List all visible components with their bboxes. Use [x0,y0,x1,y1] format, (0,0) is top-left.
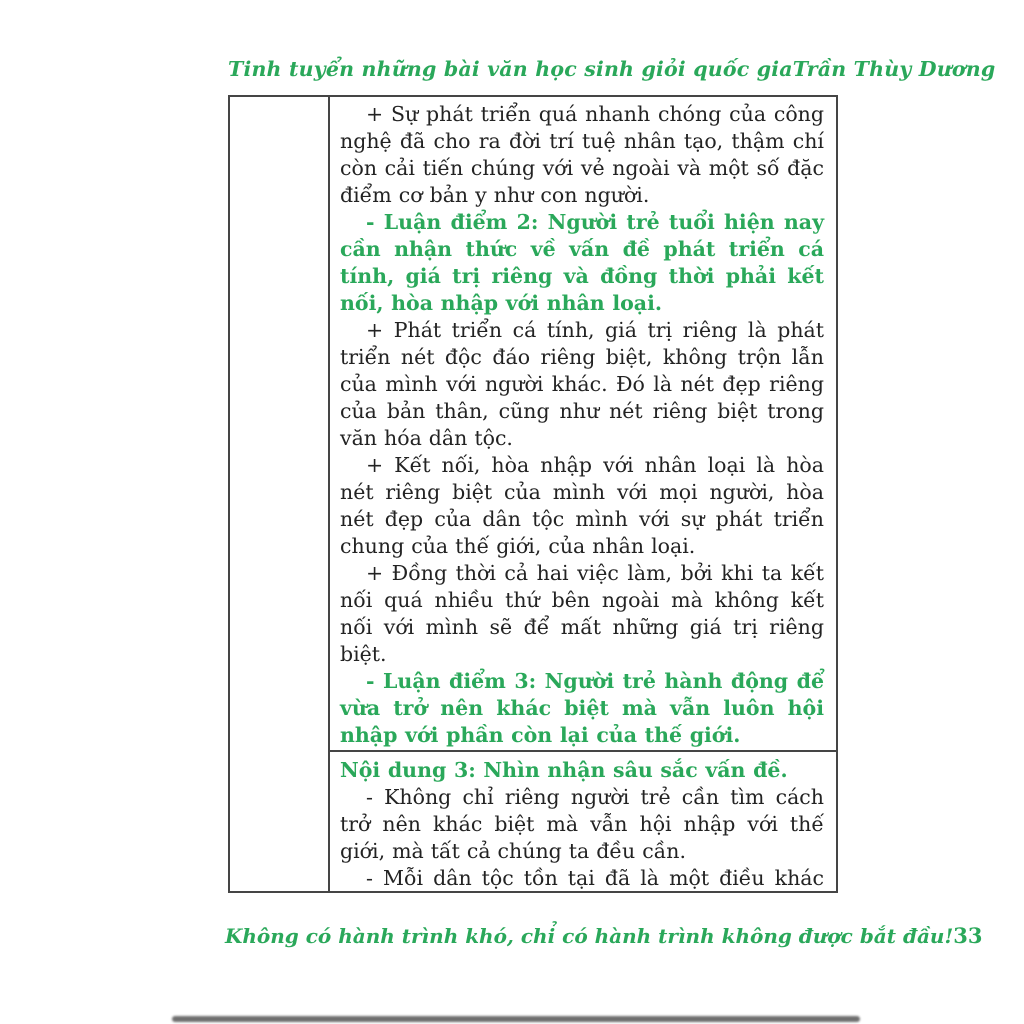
author-name: Trần Thùy Dương [792,57,996,81]
paragraph: - Không chỉ riêng người trẻ cần tìm cách trở nên khác biệt mà vẫn hội nhập với thế giới, mà tất cả chúng ta đều cần. [340,785,824,863]
paragraph: + Phát triển cá tính, giá trị riêng là phát triển nét độc đáo riêng biệt, không trộn lẫn của mình với người khác. Đó là nét đẹp riêng của bản thân, cũng như nét riêng biệt trong văn hóa dân tộc. [340,318,824,450]
paragraph: + Sự phát triển quá nhanh chóng của công nghệ đã cho ra đời trí tuệ nhân tạo, thậm chí còn cải tiến chúng với vẻ ngoài và một số đặc điểm cơ bản y như con người. [340,102,824,207]
page-header [228,57,996,81]
book-title: Tinh tuyển những bài văn học sinh giỏi quốc gia [228,57,793,81]
heading-luan-diem-3: - Luận điểm 3: Người trẻ hành động để vừa trở nên khác biệt mà vẫn luôn hội nhập với phần còn lại của thế giới. [340,669,824,747]
footer-quote: Không có hành trình khó, chỉ có hành trình không được bắt đầu! [225,924,954,948]
content-table [228,95,838,893]
paragraph: - Mỗi dân tộc tồn tại đã là một điều khác [366,866,824,890]
paragraph: + Đồng thời cả hai việc làm, bởi khi ta kết nối quá nhiều thứ bên ngoài mà không kết nối với mình sẽ để mất những giá trị riêng biệt. [340,561,824,666]
table-row-noi-dung-3 [330,752,836,891]
page-number: 33 [953,923,983,948]
table-row-arguments [330,97,836,752]
heading-luan-diem-2: - Luận điểm 2: Người trẻ tuổi hiện nay cần nhận thức về vấn đề phát triển cá tính, giá trị riêng và đồng thời phải kết nối, hòa nhập với nhân loại. [340,210,824,315]
paragraph: + Kết nối, hòa nhập với nhân loại là hòa nét riêng biệt của mình với mọi người, hòa nét đẹp của dân tộc mình với sự phát triển chung của thế giới, của nhân loại. [340,453,824,558]
page-footer [225,923,983,948]
table-left-column-empty [230,97,330,891]
scan-edge-bar [172,1016,860,1022]
table-right-column [330,97,836,891]
heading-noi-dung-3: Nội dung 3: Nhìn nhận sâu sắc vấn đề. [340,758,788,782]
